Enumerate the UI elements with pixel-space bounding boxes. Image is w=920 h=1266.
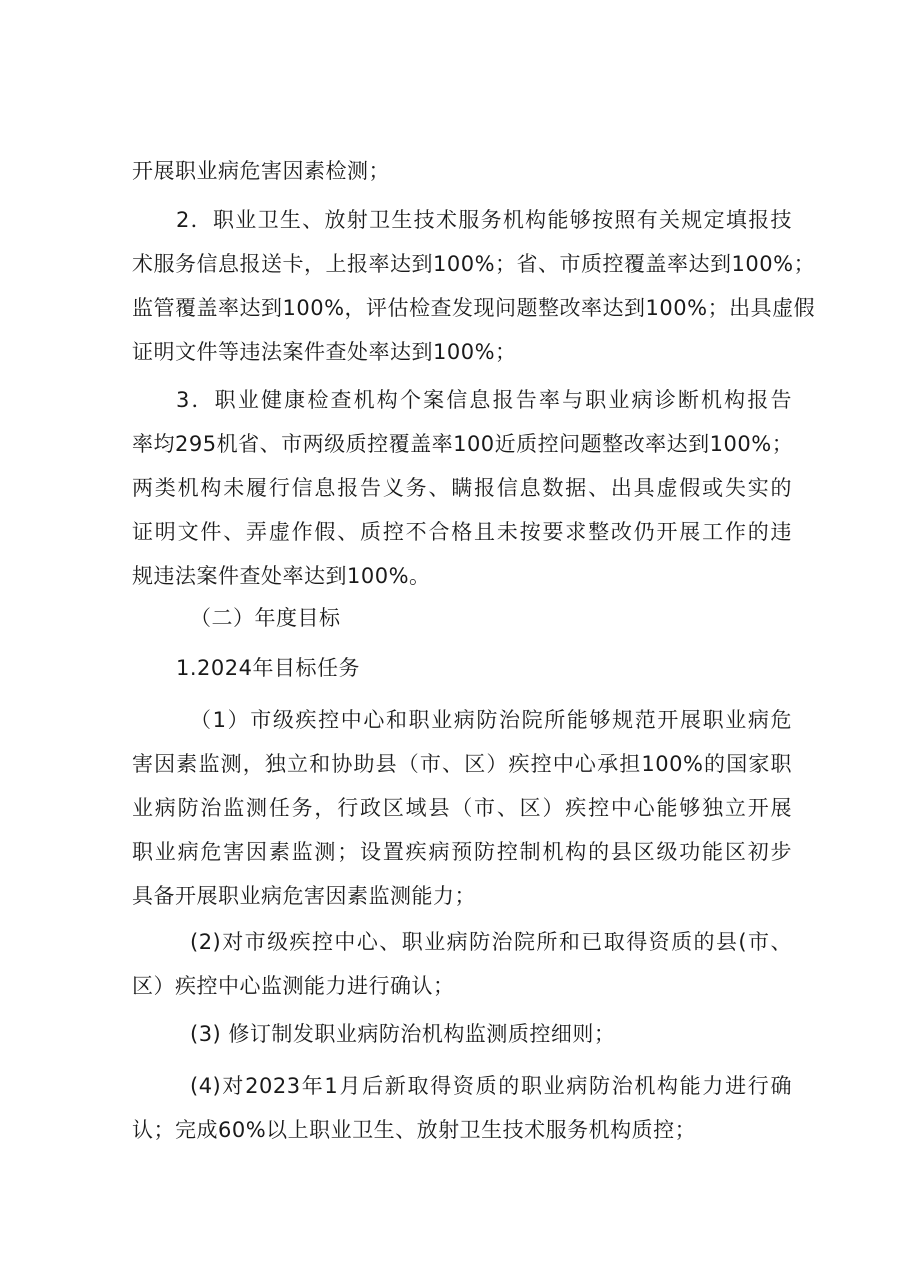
item-2-line: (2)对市级疾控中心、职业病防治院所和已取得资质的县(市、 — [190, 930, 792, 954]
item-1-line: （1）市级疾控中心和职业病防治院所能够规范开展职业病危 — [190, 708, 792, 732]
text-line: 业病防治监测任务，行政区域县（市、区）疾控中心能够独立开展 — [132, 796, 792, 820]
text-line: 具备开展职业病危害因素监测能力； — [132, 884, 476, 908]
text-line: 开展职业病危害因素检测； — [132, 159, 390, 183]
subsection-heading: 1.2024年目标任务 — [176, 656, 360, 680]
text-line: 证明文件等违法案件查处率达到100%； — [132, 340, 517, 364]
text-line: 区）疾控中心监测能力进行确认； — [132, 974, 455, 998]
paragraph-2-line: 2．职业卫生、放射卫生技术服务机构能够按照有关规定填报技 — [176, 208, 792, 232]
paragraph-3-line: 3．职业健康检查机构个案信息报告率与职业病诊断机构报告 — [176, 388, 792, 412]
item-3-line: (3) 修订制发职业病防治机构监测质控细则； — [190, 1022, 616, 1046]
item-4-line: (4)对2023年1月后新取得资质的职业病防治机构能力进行确 — [190, 1074, 792, 1098]
text-line: 证明文件、弄虚作假、质控不合格且未按要求整改仍开展工作的违 — [132, 520, 792, 544]
text-line: 认；完成60%以上职业卫生、放射卫生技术服务机构质控； — [132, 1118, 697, 1142]
text-line: 职业病危害因素监测；设置疾病预防控制机构的县区级功能区初步 — [132, 840, 792, 864]
text-line: 两类机构未履行信息报告义务、瞒报信息数据、出具虚假或失实的 — [132, 476, 792, 500]
text-line: 监管覆盖率达到100%，评估检查发现问题整改率达到100%；出具虚假 — [132, 296, 816, 320]
text-line: 术服务信息报送卡，上报率达到100%；省、市质控覆盖率达到100%； — [132, 252, 816, 276]
text-line: 率均295机省、市两级质控覆盖率100近质控问题整改率达到100%； — [132, 432, 794, 456]
section-heading: （二）年度目标 — [190, 606, 341, 630]
text-line: 害因素监测，独立和协助县（市、区）疾控中心承担100%的国家职 — [132, 752, 792, 776]
text-line: 规违法案件查处率达到100%。 — [132, 564, 431, 588]
